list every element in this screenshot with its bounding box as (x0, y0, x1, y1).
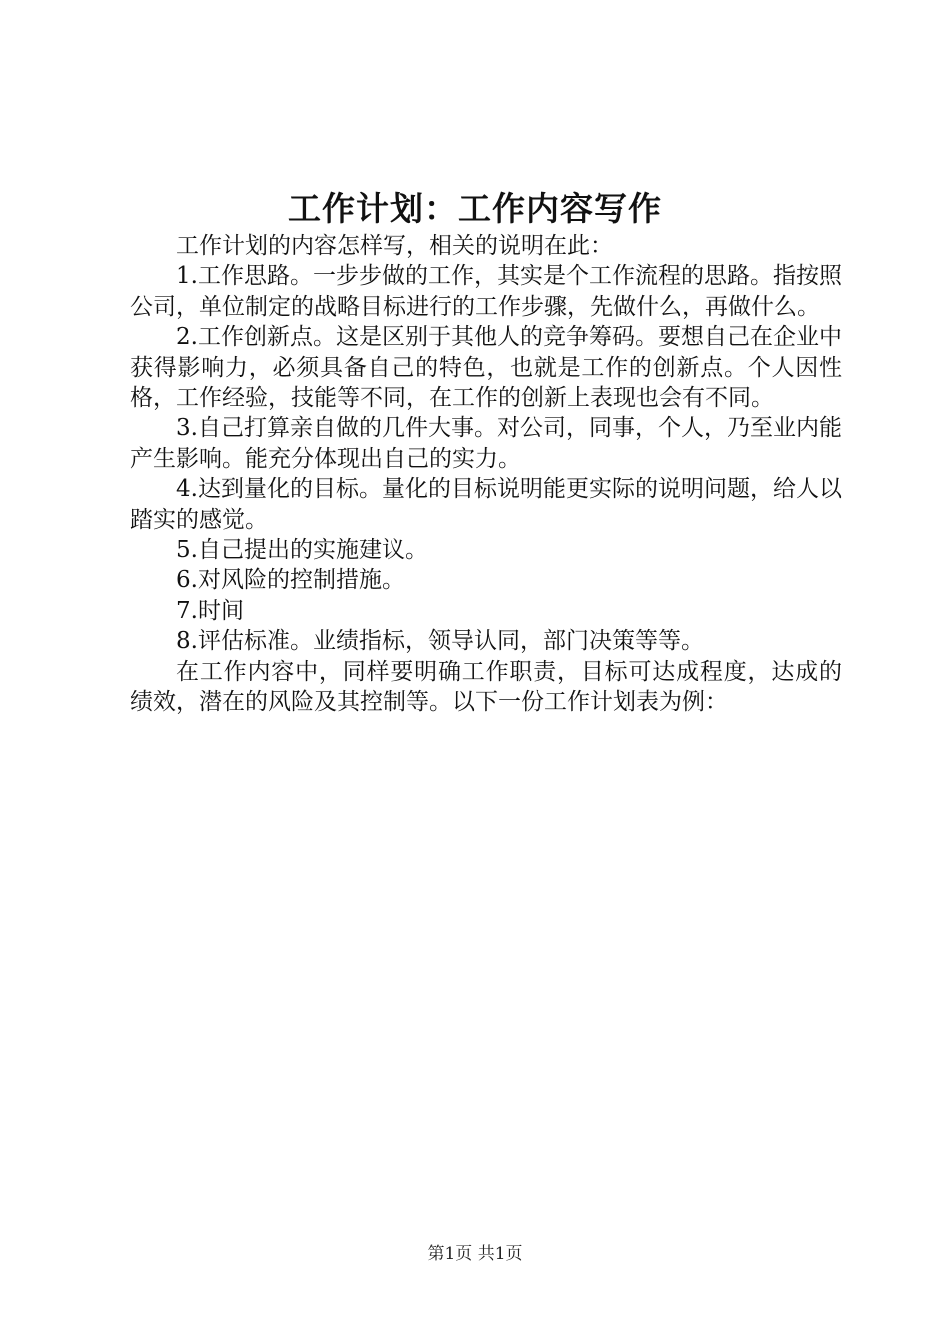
document-body (130, 231, 842, 718)
list-item-work-approach: 1.工作思路。一步步做的工作，其实是个工作流程的思路。指按照公司，单位制定的战略目标进行的工作步骤，先做什么，再做什么。 (130, 263, 842, 320)
page-number-footer: 第1页 共1页 (427, 1244, 523, 1264)
list-item-evaluation: 8.评估标准。业绩指标，领导认同，部门决策等等。 (176, 628, 704, 655)
intro-paragraph: 工作计划的内容怎样写，相关的说明在此： (176, 233, 613, 259)
list-item-innovation: 2.工作创新点。这是区别于其他人的竞争筹码。要想自己在企业中获得影响力，必须具备自己的特色，也就是工作的创新点。个人因性格，工作经验，技能等不同，在工作的创新上表现也会有不同。 (130, 324, 842, 412)
closing-paragraph: 在工作内容中，同样要明确工作职责，目标可达成程度，达成的绩效，潜在的风险及其控制等。以下一份工作计划表为例： (130, 658, 842, 716)
list-item-risk-control: 6.对风险的控制措施。 (176, 567, 405, 594)
list-item-major-tasks: 3.自己打算亲自做的几件大事。对公司，同事，个人，乃至业内能产生影响。能充分体现出自己的实力。 (130, 415, 842, 472)
list-item-quantified-goals: 4.达到量化的目标。量化的目标说明能更实际的说明问题，给人以踏实的感觉。 (130, 476, 842, 533)
document-title: 工作计划：工作内容写作 (288, 189, 662, 228)
list-item-suggestions: 5.自己提出的实施建议。 (176, 537, 428, 564)
list-item-time: 7.时间 (176, 597, 244, 624)
